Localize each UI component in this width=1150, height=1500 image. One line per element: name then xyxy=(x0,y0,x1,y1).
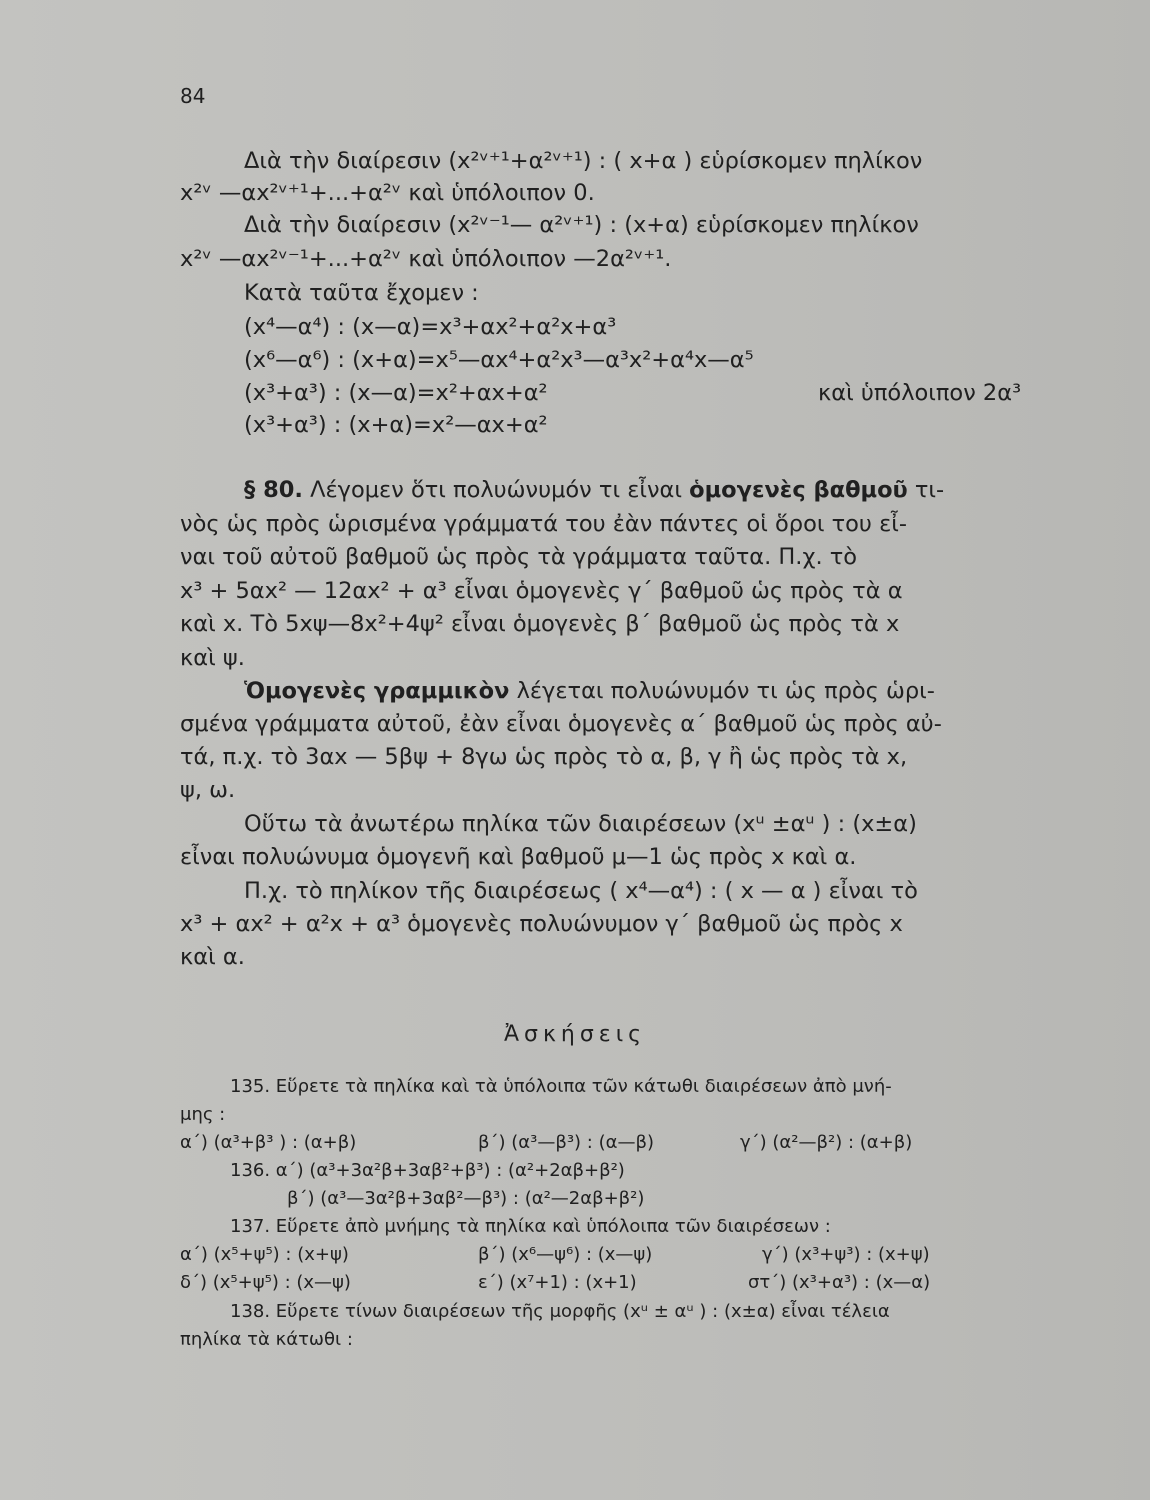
exercise-138: 138. Εὕρετε τίνων διαιρέσεων τῆς μορφῆς (xᵘ ± αᵘ ) : (x±α) εἶναι τέλεια xyxy=(230,1301,890,1322)
text-line: x²ᵛ —αx²ᵛ⁻¹+...+α²ᵛ καὶ ὑπόλοιπον —2α²ᵛ⁺¹. xyxy=(180,246,672,272)
text-line: καὶ ψ. xyxy=(180,645,245,671)
definition-line xyxy=(244,680,935,703)
exercise-135-cont: μης : xyxy=(180,1104,226,1125)
text-line: Οὕτω τὰ ἀνωτέρω πηλίκα τῶν διαιρέσεων (xᵘ ±αᵘ ) : (x±α) xyxy=(244,811,917,837)
text-line: ψ, ω. xyxy=(180,777,236,803)
text-line: Διὰ τὴν διαίρεσιν (x²ᵛ⁻¹— α²ᵛ⁺¹) : (x+α) εὑρίσκομεν πηλίκον xyxy=(244,212,919,238)
equation: (x⁶—α⁶) : (x+α)=x⁵—αx⁴+α²x³—α³x²+α⁴x—α⁵ xyxy=(244,347,754,373)
text-line: καὶ α. xyxy=(180,944,245,970)
text-line: x³ + 5αx² — 12αx² + α³ εἶναι ὁμογενὲς γ΄ βαθμοῦ ὡς πρὸς τὰ α xyxy=(180,578,903,604)
equation: (x³+α³) : (x+α)=x²—αx+α² xyxy=(244,412,548,438)
equation-remainder: καὶ ὑπόλοιπον 2α³ xyxy=(818,380,1022,406)
exercise-135-b: β΄) (α³—β³) : (α—β) xyxy=(478,1132,654,1153)
section-number: § 80. xyxy=(244,477,303,503)
exercises-heading: Ἀσκήσεις xyxy=(503,1022,647,1047)
text-line: νὸς ὡς πρὸς ὡρισμένα γράμματά του ἐὰν πάντες οἱ ὅροι του εἶ- xyxy=(180,511,907,537)
text-line: σμένα γράμματα αὐτοῦ, ἐὰν εἶναι ὁμογενὲς α΄ βαθμοῦ ὡς πρὸς αὐ- xyxy=(180,711,942,737)
equation: (x³+α³) : (x—α)=x²+αx+α² xyxy=(244,380,548,406)
exercise-137-b: β΄) (x⁶—ψ⁶) : (x—ψ) xyxy=(478,1244,653,1265)
equation: (x⁴—α⁴) : (x—α)=x³+αx²+α²x+α³ xyxy=(244,314,617,340)
exercise-137-f: στ΄) (x³+α³) : (x—α) xyxy=(748,1272,931,1293)
exercise-135: 135. Εὕρετε τὰ πηλίκα καὶ τὰ ὑπόλοιπα τῶν κάτωθι διαιρέσεων ἀπὸ μνή- xyxy=(230,1076,892,1097)
exercise-138-cont: πηλίκα τὰ κάτωθι : xyxy=(180,1329,353,1350)
section-text: Λέγομεν ὅτι πολυώνυμόν τι εἶναι xyxy=(310,477,682,503)
page-number: 84 xyxy=(180,84,206,108)
text-line: τά, π.χ. τὸ 3αx — 5βψ + 8γω ὡς πρὸς τὸ α, β, γ ἢ ὡς πρὸς τὰ x, xyxy=(180,744,908,770)
term-homogeneous: ὁμογενὲς βαθμοῦ xyxy=(689,477,908,503)
text-line: Κατὰ ταῦτα ἔχομεν : xyxy=(244,280,479,306)
exercise-137: 137. Εὕρετε ἀπὸ μνήμης τὰ πηλίκα καὶ ὑπόλοιπα τῶν διαιρέσεων : xyxy=(230,1216,831,1237)
text-line: x³ + αx² + α²x + α³ ὁμογενὲς πολυώνυμον γ΄ βαθμοῦ ὡς πρὸς x xyxy=(180,911,903,937)
section-80-line xyxy=(244,479,944,502)
section-text: τι- xyxy=(914,477,945,503)
text-line: Π.χ. τὸ πηλίκον τῆς διαιρέσεως ( x⁴—α⁴) : ( x — α ) εἶναι τὸ xyxy=(244,878,918,904)
exercise-135-c: γ΄) (α²—β²) : (α+β) xyxy=(740,1132,913,1153)
exercise-137-c: γ΄) (x³+ψ³) : (x+ψ) xyxy=(762,1244,930,1265)
text-line: καὶ x. Τὸ 5xψ—8x²+4ψ² εἶναι ὁμογενὲς β΄ βαθμοῦ ὡς πρὸς τὰ x xyxy=(180,611,900,637)
text-line: Διὰ τὴν διαίρεσιν (x²ᵛ⁺¹+α²ᵛ⁺¹) : ( x+α ) εὑρίσκομεν πηλίκον xyxy=(244,148,923,174)
text-line: ναι τοῦ αὐτοῦ βαθμοῦ ὡς πρὸς τὰ γράμματα ταῦτα. Π.χ. τὸ xyxy=(180,544,858,570)
term-linear-homogeneous: Ὁμογενὲς γραμμικὸν xyxy=(244,678,510,704)
exercise-135-a: α΄) (α³+β³ ) : (α+β) xyxy=(180,1132,357,1153)
exercise-137-e: ε΄) (x⁷+1) : (x+1) xyxy=(478,1272,637,1293)
text-line: x²ᵛ —αx²ᵛ⁺¹+...+α²ᵛ καὶ ὑπόλοιπον 0. xyxy=(180,180,595,206)
exercise-136-a: 136. α΄) (α³+3α²β+3αβ²+β³) : (α²+2αβ+β²) xyxy=(230,1160,625,1181)
exercise-136-b: β΄) (α³—3α²β+3αβ²—β³) : (α²—2αβ+β²) xyxy=(287,1188,645,1209)
exercise-137-d: δ΄) (x⁵+ψ⁵) : (x—ψ) xyxy=(180,1272,351,1293)
exercise-137-a: α΄) (x⁵+ψ⁵) : (x+ψ) xyxy=(180,1244,349,1265)
definition-text: λέγεται πολυώνυμόν τι ὡς πρὸς ὡρι- xyxy=(516,678,935,704)
text-line: εἶναι πολυώνυμα ὁμογενῆ καὶ βαθμοῦ μ—1 ὡς πρὸς x καὶ α. xyxy=(180,844,857,870)
